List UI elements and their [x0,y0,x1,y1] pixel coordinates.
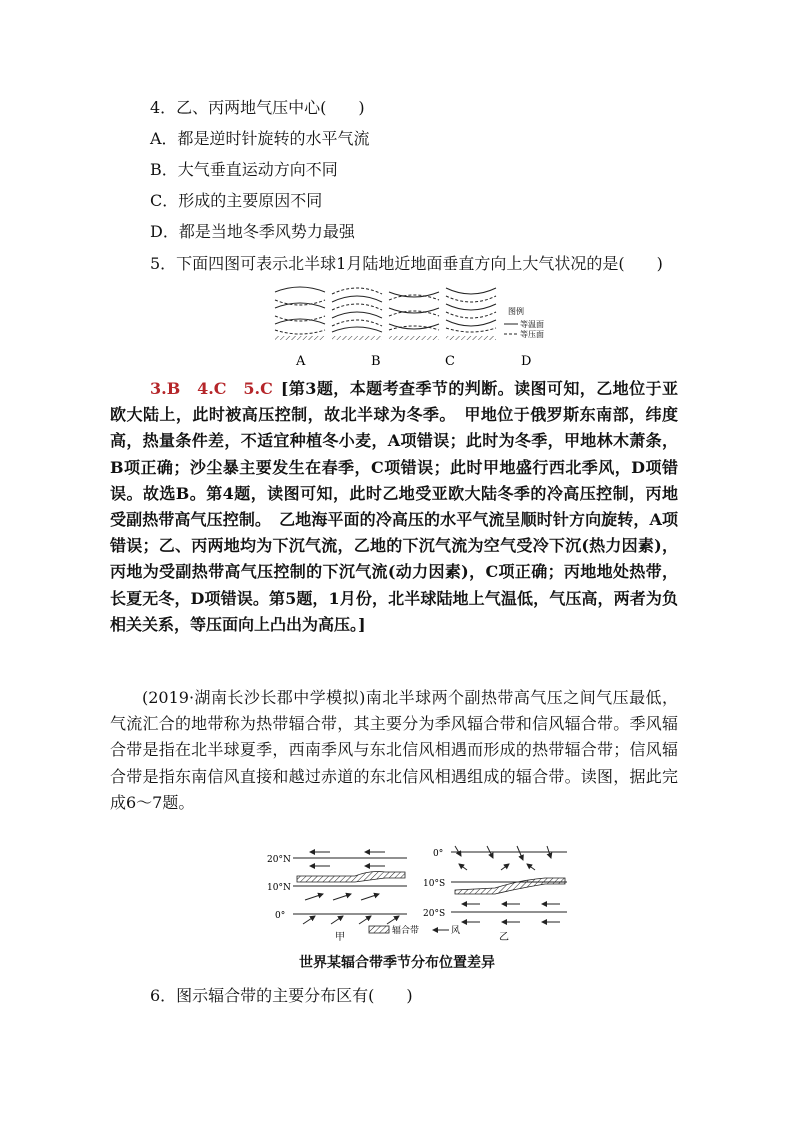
panel-d [446,288,496,340]
right-lat-10s: 10°S [423,879,446,889]
question-4-option-c: C．形成的主要原因不同 [150,191,323,210]
question-4-option-a: A．都是逆时针旋转的水平气流 [150,129,370,148]
left-lat-10n: 10°N [267,883,291,893]
panel-label-c: C [445,354,455,369]
panel-label-jia: 甲 [335,932,345,943]
question-4-option-b: B．大气垂直运动方向不同 [150,160,338,179]
answer-keys: 3.B 4.C 5.C [150,379,273,398]
legend-dashed-label: 等压面 [520,330,544,339]
answer-explanation [110,376,678,638]
question-4-stem: 4．乙、丙两地气压中心( ) [150,98,365,117]
panel-a [275,287,325,340]
question-4-option-d: D．都是当地冬季风势力最强 [150,222,355,241]
panel-yi [423,846,567,943]
panel-label-yi: 乙 [499,932,509,943]
right-lat-0: 0° [433,849,444,859]
answer-text: [第3题，本题考查季节的判断。读图可知，乙地位于亚欧大陆上，此时被高压控制，故北半球为冬季。 甲地位于俄罗斯东南部，纬度高，热量条件差，不适宜种植冬小麦，A项错误；此时为冬季，甲地林木萧条，B项正确；沙尘暴主要发生在春季，C项错误；此时甲地盛行西北季风，D项错误。故选B。第4题，读图可知，此时乙地受亚欧大陆冬季的冷高压控制，丙地受副热带高气压控制。 乙地海平面的冷高压的水平气流呈顺时针方向旋转，A项错误；乙、丙两地均为下沉气流，乙地的下沉气流为空气受冷下沉(热力因素)，丙地为受副热带高气压控制的下沉气流(动力因素)，C项正确；丙地地处热带，长夏无冬，D项错误。第5题，1月份，北半球陆地上气温低，气压高，两者为负相关关系，等压面向上凸出为高压。] [110,379,678,634]
figure1-legend [504,306,544,339]
legend-solid-label: 等温面 [520,320,544,329]
panel-label-b: B [371,354,381,369]
panel-b [332,288,382,340]
isobar-figure [270,282,570,372]
panel-label-a: A [296,354,306,369]
right-lat-20s: 20°S [423,909,446,919]
convergence-figure [255,842,575,947]
panel-c [389,292,439,340]
question-5-stem: 5．下面四图可表示北半球1月陆地近地面垂直方向上大气状况的是( ) [150,254,663,273]
legend-title: 图例 [508,307,524,316]
figure2-legend [369,924,460,936]
panel-label-d: D [521,354,532,369]
reading-passage: (2019·湖南长沙长郡中学模拟)南北半球两个副热带高气压之间气压最低，气流汇合的地带称为热带辐合带，其主要分为季风辐合带和信风辐合带。季风辐合带是指在北半球夏季，西南季风与东北信风相遇而形成的热带辐合带；信风辐合带是指东南信风直接和越过赤道的东北信风相遇组成的辐合带。读图，据此完成6～7题。 [110,688,678,812]
legend-wind-label: 风 [451,926,461,936]
left-lat-0: 0° [275,911,286,921]
legend-band-label: 辐合带 [392,926,420,936]
question-6-stem: 6．图示辐合带的主要分布区有( ) [150,986,413,1005]
figure2-caption: 世界某辐合带季节分布位置差异 [299,955,495,971]
left-lat-20n: 20°N [267,855,291,865]
